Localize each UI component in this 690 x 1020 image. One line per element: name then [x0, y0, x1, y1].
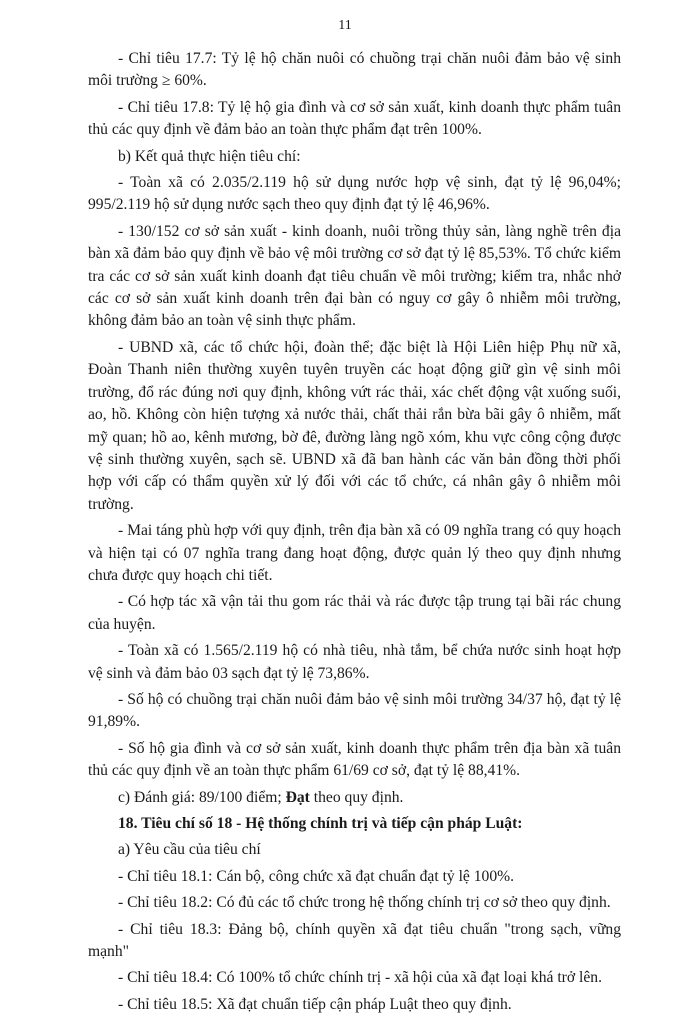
requirement-18-2: - Chỉ tiêu 18.2: Có đủ các tổ chức trong hệ thống chính trị cơ sở theo quy định.: [118, 894, 611, 912]
paragraph-food-safety: - Số hộ gia đình và cơ sở sản xuất, kinh doanh thực phẩm trên địa bàn xã tuân thủ các quy định về an toàn thực phẩm 61/69 cơ sở, đạt tỷ lệ 88,41%.: [88, 739, 621, 780]
assessment-result: Đạt: [285, 788, 310, 806]
page-number: 11: [338, 18, 352, 33]
paragraph-criterion-17-7: - Chỉ tiêu 17.7: Tỷ lệ hộ chăn nuôi có chuồng trại chăn nuôi đảm bảo vệ sinh môi trường ≥ 60%.: [88, 50, 621, 90]
paragraph-cemeteries: - Mai táng phù hợp với quy định, trên địa bàn xã có 09 nghĩa trang có quy hoạch và hiện tại có 07 nghĩa trang đang hoạt động, được quản lý theo quy định nhưng chưa được quy hoạch chi tiết.: [88, 522, 621, 584]
paragraph-criterion-17-8: - Chỉ tiêu 17.8: Tỷ lệ hộ gia đình và cơ sở sản xuất, kinh doanh thực phẩm tuân thủ các quy định về đảm bảo an toàn thực phẩm đạt trên 100%.: [88, 98, 621, 139]
requirement-18-3: - Chỉ tiêu 18.3: Đảng bộ, chính quyền xã đạt tiêu chuẩn "trong sạch, vững mạnh": [88, 920, 621, 961]
paragraph-households-sanitation: - Toàn xã có 1.565/2.119 hộ có nhà tiêu, nhà tắm, bể chứa nước sinh hoạt hợp vệ sinh và đảm bảo 03 sạch đạt tỷ lệ 73,86%.: [88, 642, 621, 682]
section-heading-18: 18. Tiêu chí số 18 - Hệ thống chính trị và tiếp cận pháp Luật:: [118, 815, 523, 832]
assessment-prefix: c) Đánh giá: 89/100 điểm;: [118, 788, 286, 806]
paragraph-waste-collection: - Có hợp tác xã vận tải thu gom rác thải và rác được tập trung tại bãi rác chung của huyện.: [88, 593, 621, 633]
paragraph-ubnd-propaganda: - UBND xã, các tổ chức hội, đoàn thể; đặc biệt là Hội Liên hiệp Phụ nữ xã, Đoàn Thanh niên thường xuyên tuyên truyền các hoạt động giữ gìn vệ sinh môi trường, đổ rác đúng nơi quy định, không vứt rác thải, xác chết động vật xuống suối, ao, hồ. Không còn hiện tượng xả nước thải, chất thải rắn bừa bãi gây ô nhiễm, mất mỹ quan; hồ ao, kênh mương, bờ đê, đường làng ngõ xóm, khu vực công cộng được vệ sinh thường xuyên, sạch sẽ. UBND xã đã ban hành các văn bản đồng thời phối hợp với cấp có thẩm quyền xử lý đối với các tổ chức, cá nhân gây ô nhiễm môi trường.: [88, 338, 621, 513]
requirements-title: a) Yêu cầu của tiêu chí: [118, 841, 261, 859]
assessment-suffix: theo quy định.: [309, 788, 404, 806]
paragraph-livestock-barns: - Số hộ có chuồng trại chăn nuôi đảm bảo vệ sinh môi trường 34/37 hộ, đạt tỷ lệ 91,89%.: [88, 690, 621, 731]
requirement-18-5: - Chỉ tiêu 18.5: Xã đạt chuẩn tiếp cận pháp Luật theo quy định.: [118, 995, 512, 1013]
results-subheading: b) Kết quả thực hiện tiêu chí:: [118, 147, 301, 165]
paragraph-water-hygiene: - Toàn xã có 2.035/2.119 hộ sử dụng nước hợp vệ sinh, đạt tỷ lệ 96,04%; 995/2.119 hộ sử dụng nước sạch theo quy định đạt tỷ lệ 46,96%.: [88, 174, 621, 214]
requirement-18-1: - Chỉ tiêu 18.1: Cán bộ, công chức xã đạt chuẩn đạt tỷ lệ 100%.: [118, 867, 515, 885]
requirement-18-4: - Chỉ tiêu 18.4: Có 100% tổ chức chính trị - xã hội của xã đạt loại khá trở lên.: [118, 969, 602, 987]
assessment-line: [88, 787, 621, 809]
document-body: [88, 48, 621, 1020]
paragraph-production-facilities: - 130/152 cơ sở sản xuất - kinh doanh, nuôi trồng thủy sản, làng nghề trên địa bàn xã đảm bảo quy định về bảo vệ môi trường cơ sở đạt tỷ lệ 85,53%. Tổ chức kiểm tra các cơ sở sản xuất kinh doanh đạt tiêu chuẩn về môi trường; kiểm tra, nhắc nhở các cơ sở sản xuất kinh doanh trên đại bàn có nguy cơ gây ô nhiễm môi trường, không đảm bảo an toàn vệ sinh thực phẩm.: [88, 222, 621, 330]
